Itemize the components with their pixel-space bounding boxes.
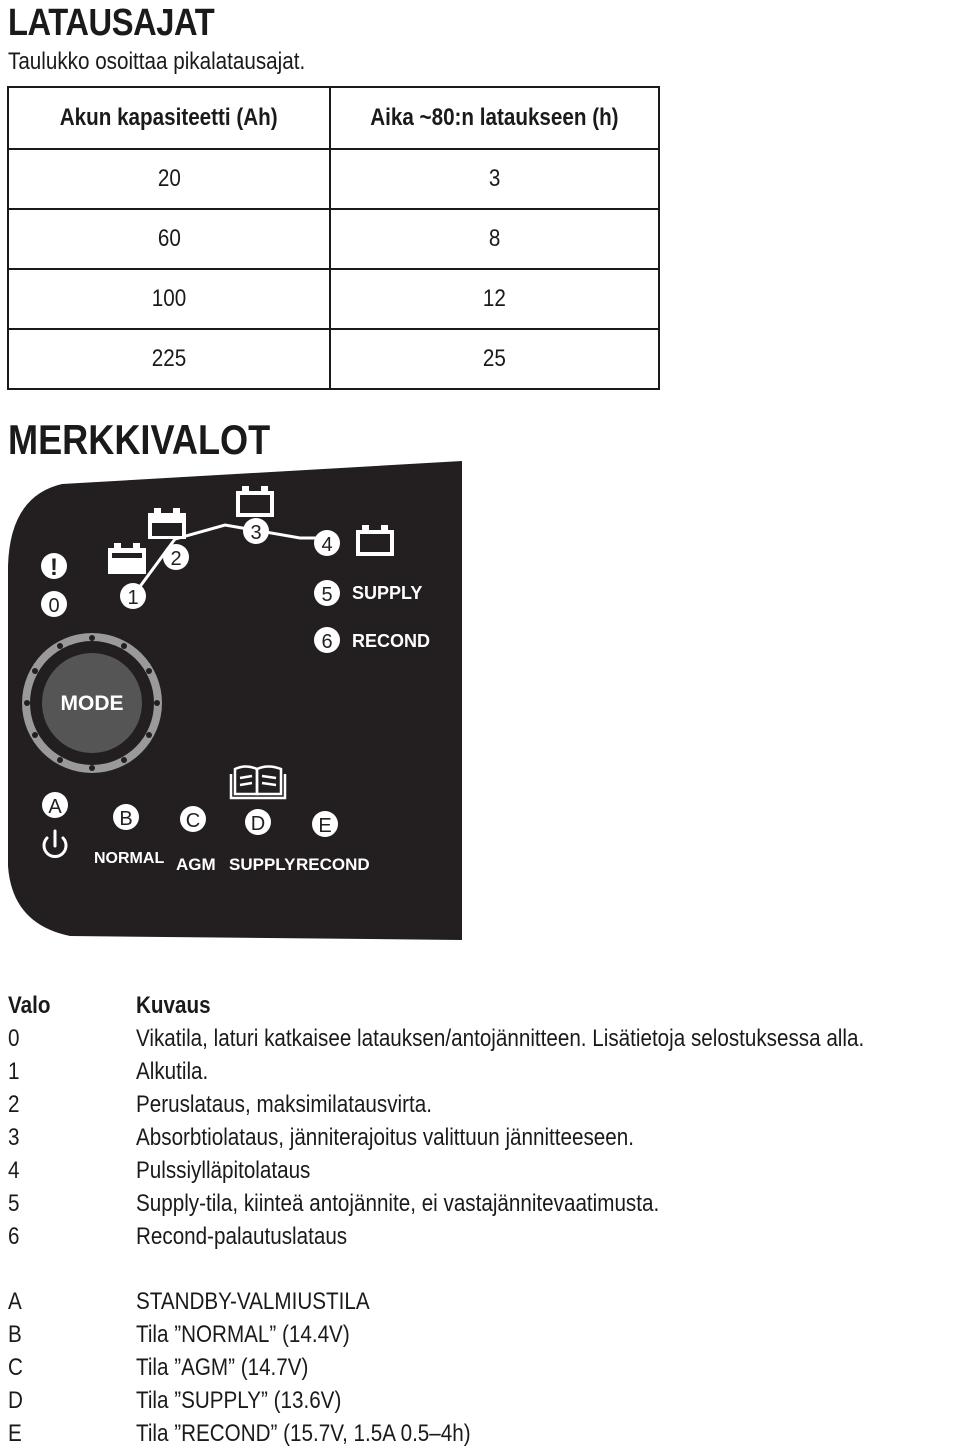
svg-text:D: D [250,813,266,835]
svg-text:5: 5 [321,584,333,606]
mode-b-indicator [113,804,139,830]
svg-text:1: 1 [127,587,139,609]
mode-label-supply: SUPPLY [229,855,296,874]
mode-label-normal: NORMAL [94,850,165,867]
mode-d-indicator [245,809,271,835]
mode-c-indicator [180,806,206,832]
step-6 [314,627,340,653]
table-cell: 225 [8,329,330,389]
charging-times-subtitle: Taulukko osoittaa pikalatausajat. [8,48,306,75]
table-row [8,329,659,389]
step-1 [120,583,146,609]
recond-step-label: RECOND [352,631,431,651]
table-row [8,269,659,329]
step-2 [163,544,189,570]
charging-times-table [7,86,660,390]
svg-text:2: 2 [170,548,182,570]
mode-button-label: MODE [60,692,124,715]
mode-label-recond: RECOND [296,855,370,874]
charging-times-title: LATAUSAJAT [8,2,215,44]
column-header-capacity: Akun kapasiteetti (Ah) [8,87,330,149]
table-cell: 60 [8,209,330,269]
table-cell: 25 [330,329,659,389]
mode-e-indicator [312,811,338,837]
indicator-lights-title: MERKKIVALOT [8,416,271,463]
table-row [8,149,659,209]
mode-label-agm: AGM [176,855,216,874]
svg-text:4: 4 [321,534,333,556]
svg-text:6: 6 [321,631,333,653]
svg-text:B: B [119,808,133,830]
svg-text:!: ! [50,554,58,581]
table-cell: 100 [8,269,330,329]
charger-control-panel [0,456,470,946]
table-cell: 8 [330,209,659,269]
mode-button[interactable] [22,633,162,773]
svg-text:0: 0 [48,595,60,617]
table-row [8,209,659,269]
step-4 [314,530,340,556]
step-5 [314,580,340,606]
svg-text:3: 3 [250,522,262,544]
step-0 [41,591,67,617]
column-header-time: Aika ~80:n lataukseen (h) [330,87,659,149]
mode-a-indicator [42,792,68,818]
supply-step-label: SUPPLY [352,583,423,603]
step-3 [243,518,269,544]
table-cell: 20 [8,149,330,209]
svg-text:E: E [318,815,332,837]
table-header-row [8,87,659,149]
table-cell: 12 [330,269,659,329]
table-cell: 3 [330,149,659,209]
svg-text:C: C [185,810,201,832]
svg-text:A: A [48,796,62,818]
